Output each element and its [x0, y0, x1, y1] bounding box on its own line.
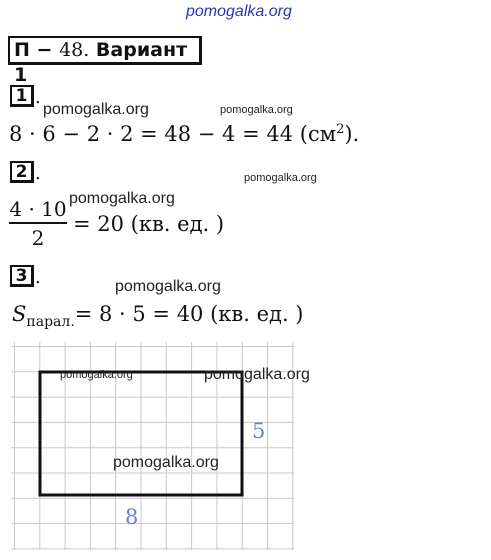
- task-2-result: = 20 (кв. ед. ): [73, 212, 225, 236]
- task-1-expression: 8 · 6 − 2 · 2 = 48 − 4 = 44 (см: [9, 122, 337, 146]
- watermark-figure-c: pomogalka.org: [113, 454, 219, 471]
- height-label: 5: [252, 419, 266, 443]
- task-2-label: 2: [15, 162, 28, 182]
- watermark-task2-a: pomogalka.org: [69, 190, 175, 207]
- task-1-closing: ).: [344, 122, 360, 146]
- width-label: 8: [125, 505, 139, 529]
- task-1-dot: .: [35, 87, 41, 108]
- task-2-numerator: 4 · 10: [9, 197, 67, 221]
- area-subscript: парал.: [26, 314, 75, 331]
- title-number: 48: [59, 39, 84, 61]
- task-2-fraction: [9, 197, 67, 250]
- task-1-solution: [9, 122, 359, 146]
- task-3-expression: = 8 · 5 = 40 (кв. ед. ): [74, 302, 304, 326]
- task-1-number-box: [10, 85, 34, 107]
- task-1-exponent: 2: [336, 122, 345, 137]
- task-3-solution: [12, 302, 304, 330]
- task-2-number-box: [10, 161, 34, 183]
- watermark-task1-b: pomogalka.org: [220, 104, 293, 116]
- fraction-bar: [9, 222, 67, 224]
- watermark-top: pomogalka.org: [186, 3, 292, 20]
- task-1-label: 1: [15, 86, 28, 106]
- area-symbol: S: [12, 302, 27, 326]
- watermark-figure-b: pomogalka.org: [204, 366, 310, 383]
- title-dot: .: [83, 39, 90, 61]
- title-suffix: Вариант 1: [14, 39, 188, 86]
- watermark-task1-a: pomogalka.org: [43, 101, 149, 118]
- watermark-figure-a: pomogalka.org: [60, 369, 133, 381]
- task-2-dot: .: [35, 163, 41, 184]
- task-2-denominator: 2: [31, 225, 45, 250]
- title-prefix: П −: [14, 39, 60, 61]
- task-3-number-box: [10, 265, 34, 287]
- page-title: [8, 36, 202, 86]
- watermark-task2-b: pomogalka.org: [244, 172, 317, 184]
- task-3-label: 3: [15, 266, 28, 286]
- watermark-task3: pomogalka.org: [115, 278, 221, 295]
- task-3-dot: .: [35, 267, 41, 288]
